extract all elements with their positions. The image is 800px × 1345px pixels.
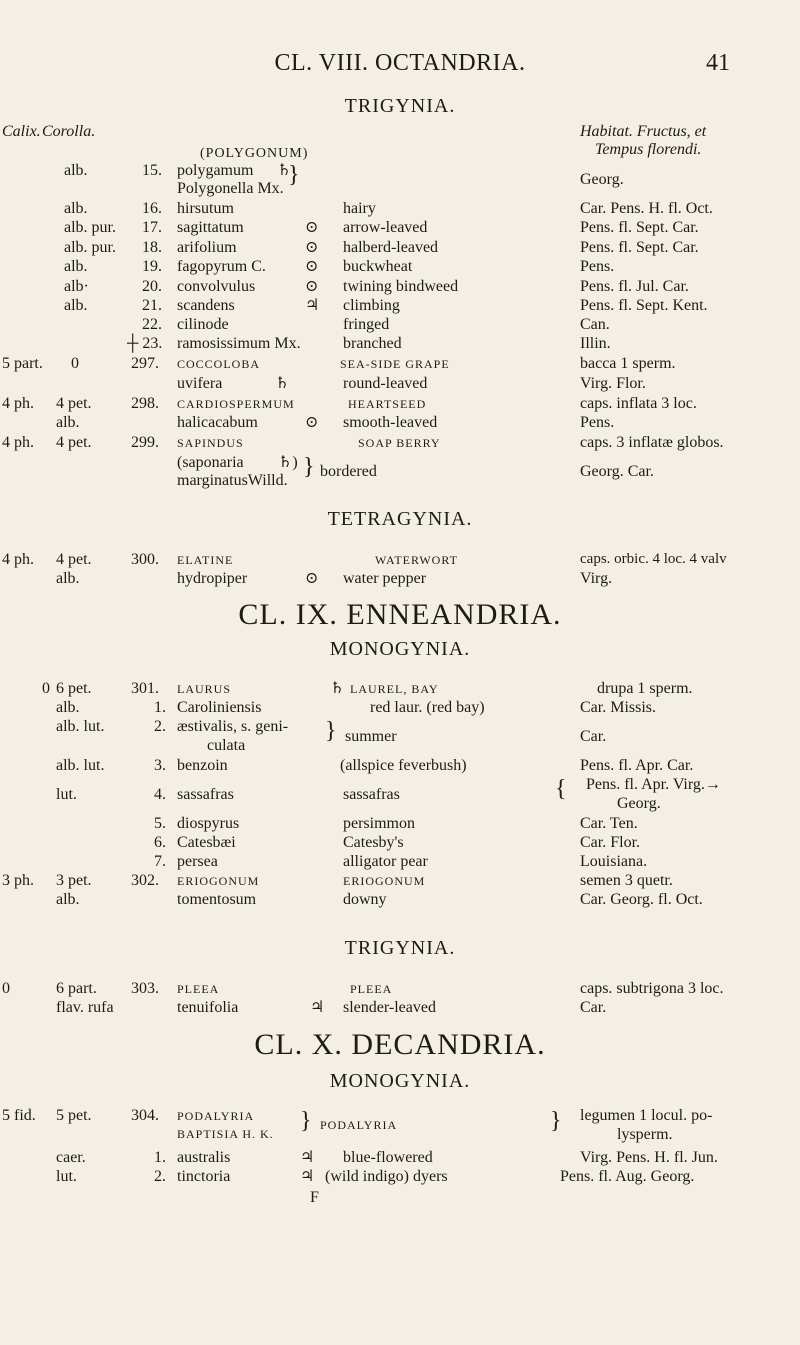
corolla: 4 pet.: [56, 551, 92, 568]
corolla: 3 pet.: [56, 872, 92, 889]
habitat: Pens.: [580, 258, 615, 275]
column-head-corolla: Corolla.: [42, 123, 96, 140]
english-name: buckwheat: [343, 258, 413, 275]
english-name: water pepper: [343, 570, 427, 587]
habitat: Pens. fl. Apr. Car.: [580, 757, 694, 774]
fruit-description: drupa 1 sperm.: [597, 680, 693, 697]
species: (saponaria: [177, 454, 244, 471]
english-name: round-leaved: [343, 375, 428, 392]
species: benzoin: [177, 757, 228, 774]
entry-number: ┼ 23.: [127, 335, 163, 352]
habitat: Pens. fl. Jul. Car.: [580, 278, 689, 295]
corolla: 4 pet.: [56, 395, 92, 412]
fruit-description: caps. inflata 3 loc.: [580, 395, 697, 412]
corolla: lut.: [56, 786, 77, 803]
fruit-description: caps. 3 inflatæ globos.: [580, 434, 724, 451]
section-monogynia: MONOGYNIA.: [329, 638, 471, 660]
entry-number: 303.: [131, 980, 159, 997]
genus-name: ERIOGONUM: [177, 874, 260, 888]
section-tetragynia: TETRAGYNIA.: [327, 508, 473, 530]
species: halicacabum: [177, 414, 258, 431]
column-head-tempus: Tempus florendi.: [595, 141, 702, 158]
species: sassafras: [177, 786, 234, 803]
entry-number: 20.: [142, 278, 162, 295]
habitat: Car. Pens. H. fl. Oct.: [580, 200, 713, 217]
english-name: (wild indigo) dyers: [325, 1168, 448, 1185]
entry-number: 17.: [142, 219, 162, 236]
genus-english: SEA-SIDE GRAPE: [340, 357, 450, 371]
english-name: climbing: [343, 297, 400, 314]
entry-number: 302.: [131, 872, 159, 889]
class-heading-enneandria: CL. IX. ENNEANDRIA.: [238, 598, 562, 631]
annual-symbol: ⊙: [305, 278, 319, 295]
species: tinctoria: [177, 1168, 231, 1185]
column-head-habitat: Habitat. Fructus, et: [580, 123, 707, 140]
calix: 0: [2, 980, 10, 997]
species: fagopyrum C.: [177, 258, 266, 275]
english-name: persimmon: [343, 815, 415, 832]
shrub-symbol: ♄: [330, 680, 345, 697]
species: cilinode: [177, 316, 229, 333]
brace: }: [550, 1108, 562, 1134]
entry-number: 15.: [142, 162, 162, 179]
species-synonym: marginatusWilld.: [177, 472, 288, 489]
habitat: Car. Flor.: [580, 834, 641, 851]
annual-symbol: ⊙: [305, 570, 319, 587]
species: hydropiper: [177, 570, 248, 587]
habitat: Georg. Car.: [580, 463, 654, 480]
habitat: Pens. fl. Sept. Car.: [580, 239, 699, 256]
entry-number: 21.: [142, 297, 162, 314]
entry-number: 7.: [154, 853, 166, 870]
entry-number: 3.: [154, 757, 166, 774]
perennial-symbol: ♃: [310, 999, 325, 1016]
perennial-symbol: ♃: [300, 1168, 315, 1185]
fruit-description: legumen 1 locul. po-: [580, 1107, 713, 1124]
english-name: twining bindweed: [343, 278, 459, 295]
species: tenuifolia: [177, 999, 239, 1016]
entry-number: 1.: [154, 699, 166, 716]
habitat: Car.: [580, 999, 607, 1016]
entry-number: 18.: [142, 239, 162, 256]
english-name: sassafras: [343, 786, 400, 803]
species-continued: culata: [207, 737, 246, 754]
section-trigynia: TRIGYNIA.: [344, 95, 456, 117]
species: æstivalis, s. geni-: [177, 718, 289, 735]
genus-english: HEARTSEED: [348, 397, 427, 411]
habitat: Car. Georg. fl. Oct.: [580, 891, 703, 908]
entry-number: 298.: [131, 395, 159, 412]
annual-symbol: ⊙: [305, 219, 319, 236]
entry-number: 2.: [154, 1168, 166, 1185]
corolla: alb.: [56, 414, 80, 431]
signature-mark: F: [310, 1189, 319, 1206]
species: polygamum: [177, 162, 254, 179]
corolla: alb.: [56, 570, 80, 587]
calix: 0: [42, 680, 50, 697]
species: ramosissimum Mx.: [177, 335, 301, 352]
habitat: Car. Missis.: [580, 699, 657, 716]
corolla: 0: [71, 355, 79, 372]
species: persea: [177, 853, 218, 870]
corolla: alb. lut.: [56, 757, 105, 774]
fruit-description: bacca 1 sperm.: [580, 355, 676, 372]
genus-name: COCCOLOBA: [177, 357, 261, 371]
corolla: caer.: [56, 1149, 86, 1166]
genus-english: WATERWORT: [375, 553, 458, 567]
genus-name: SAPINDUS: [177, 436, 244, 450]
english-name: branched: [343, 335, 402, 352]
brace: }: [325, 718, 337, 744]
habitat: Pens.: [580, 414, 615, 431]
genus-english: SOAP BERRY: [358, 436, 441, 450]
genus-english: PLEEA: [350, 982, 393, 996]
english-name: red laur. (red bay): [370, 699, 485, 716]
brace: {: [555, 776, 567, 802]
entry-number: 297.: [131, 355, 159, 372]
species: diospyrus: [177, 815, 240, 832]
english-name: halberd-leaved: [343, 239, 439, 256]
annual-symbol: ⊙: [305, 414, 319, 431]
page-number: 41: [706, 50, 730, 76]
brace: }: [303, 454, 315, 480]
perennial-symbol: ♃: [300, 1149, 315, 1166]
running-head: CL. VIII. OCTANDRIA.: [274, 50, 526, 76]
shrub-symbol: ♄): [278, 454, 298, 471]
genus-synonym: BAPTISIA H. K.: [177, 1127, 274, 1141]
english-name: fringed: [343, 316, 390, 333]
genus-name: PODALYRIA: [177, 1109, 255, 1123]
brace: }: [300, 1108, 312, 1134]
corolla: alb.: [56, 699, 80, 716]
entry-number: 304.: [131, 1107, 159, 1124]
entry-number: 4.: [154, 786, 166, 803]
entry-number: 19.: [142, 258, 162, 275]
english-name: alligator pear: [343, 853, 428, 870]
corolla: alb. pur.: [64, 239, 116, 256]
habitat: Virg. Flor.: [580, 375, 646, 392]
habitat: Car. Ten.: [580, 815, 638, 832]
calix: 3 ph.: [2, 872, 34, 889]
corolla: 6 part.: [56, 980, 97, 997]
species: Caroliniensis: [177, 699, 262, 716]
corolla: alb.: [64, 200, 88, 217]
corolla: 6 pet.: [56, 680, 92, 697]
corolla: alb.: [64, 162, 88, 179]
corolla: 4 pet.: [56, 434, 92, 451]
genus-name: PLEEA: [177, 982, 220, 996]
entry-number: 6.: [154, 834, 166, 851]
entry-number: 300.: [131, 551, 159, 568]
fruit-description: semen 3 quetr.: [580, 872, 673, 889]
corolla: alb.: [64, 297, 88, 314]
english-name: slender-leaved: [343, 999, 436, 1016]
corolla: alb.: [64, 258, 88, 275]
genus-english: LAUREL, BAY: [350, 682, 439, 696]
genus-name: LAURUS: [177, 682, 232, 696]
species-synonym: Polygonella Mx.: [177, 180, 284, 197]
section-trigynia-2: TRIGYNIA.: [344, 937, 456, 959]
entry-number: 22.: [142, 316, 162, 333]
corolla: 5 pet.: [56, 1107, 92, 1124]
species: tomentosum: [177, 891, 257, 908]
habitat: Virg. Pens. H. fl. Jun.: [580, 1149, 718, 1166]
genus-name: ELATINE: [177, 553, 234, 567]
genus-english: PODALYRIA: [320, 1118, 398, 1132]
english-name: summer: [345, 728, 397, 745]
brace: }: [288, 162, 300, 188]
genus-polygonum: (POLYGONUM): [200, 146, 309, 161]
habitat: Illin.: [580, 335, 611, 352]
english-name: smooth-leaved: [343, 414, 438, 431]
species: australis: [177, 1149, 231, 1166]
calix: 5 part.: [2, 355, 43, 372]
species: arifolium: [177, 239, 237, 256]
habitat: Pens. fl. Sept. Kent.: [580, 297, 708, 314]
corolla: alb. pur.: [64, 219, 116, 236]
english-name: hairy: [343, 200, 376, 217]
english-name: arrow-leaved: [343, 219, 428, 236]
corolla: lut.: [56, 1168, 77, 1185]
habitat: Georg.: [580, 171, 624, 188]
habitat: Pens. fl. Aug. Georg.: [560, 1168, 695, 1185]
species: convolvulus: [177, 278, 256, 295]
entry-number: 1.: [154, 1149, 166, 1166]
shrub-symbol: ♄: [277, 162, 292, 179]
species: uvifera: [177, 375, 223, 392]
annual-symbol: ⊙: [305, 258, 319, 275]
entry-number: 16.: [142, 200, 162, 217]
habitat: Louisiana.: [580, 853, 648, 870]
habitat: Can.: [580, 316, 610, 333]
annual-symbol: ⊙: [305, 239, 319, 256]
column-head-calix: Calix.: [2, 123, 41, 140]
fruit-description: caps. subtrigona 3 loc.: [580, 980, 724, 997]
habitat: Car.: [580, 728, 607, 745]
calix: 4 ph.: [2, 395, 34, 412]
corolla: alb·: [64, 278, 89, 295]
genus-english: ERIOGONUM: [343, 874, 426, 888]
shrub-symbol: ♄: [275, 375, 290, 392]
calix: 4 ph.: [2, 434, 34, 451]
habitat-continued: Georg.: [617, 795, 661, 812]
english-name: (allspice feverbush): [340, 757, 467, 774]
species: sagittatum: [177, 219, 244, 236]
fruit-description-continued: lysperm.: [617, 1126, 673, 1143]
corolla: flav. rufa: [56, 999, 114, 1016]
species: Catesbæi: [177, 834, 236, 851]
english-name: Catesby's: [343, 834, 404, 851]
calix: 4 ph.: [2, 551, 34, 568]
english-name: downy: [343, 891, 387, 908]
entry-number: 5.: [154, 815, 166, 832]
species: scandens: [177, 297, 235, 314]
corolla: alb. lut.: [56, 718, 105, 735]
section-monogynia-2: MONOGYNIA.: [329, 1070, 471, 1092]
fruit-description: caps. orbic. 4 loc. 4 valv: [580, 551, 727, 567]
habitat: Pens. fl. Apr. Virg.→: [586, 776, 721, 793]
entry-number: 2.: [154, 718, 166, 735]
entry-number: 301.: [131, 680, 159, 697]
class-heading-decandria: CL. X. DECANDRIA.: [254, 1028, 546, 1061]
corolla: alb.: [56, 891, 80, 908]
english-name: blue-flowered: [343, 1149, 433, 1166]
english-name: bordered: [320, 463, 377, 480]
genus-name: CARDIOSPERMUM: [177, 397, 295, 411]
calix: 5 fid.: [2, 1107, 36, 1124]
habitat: Virg.: [580, 570, 613, 587]
species: hirsutum: [177, 200, 234, 217]
perennial-symbol: ♃: [305, 297, 320, 314]
entry-number: 299.: [131, 434, 159, 451]
habitat: Pens. fl. Sept. Car.: [580, 219, 699, 236]
